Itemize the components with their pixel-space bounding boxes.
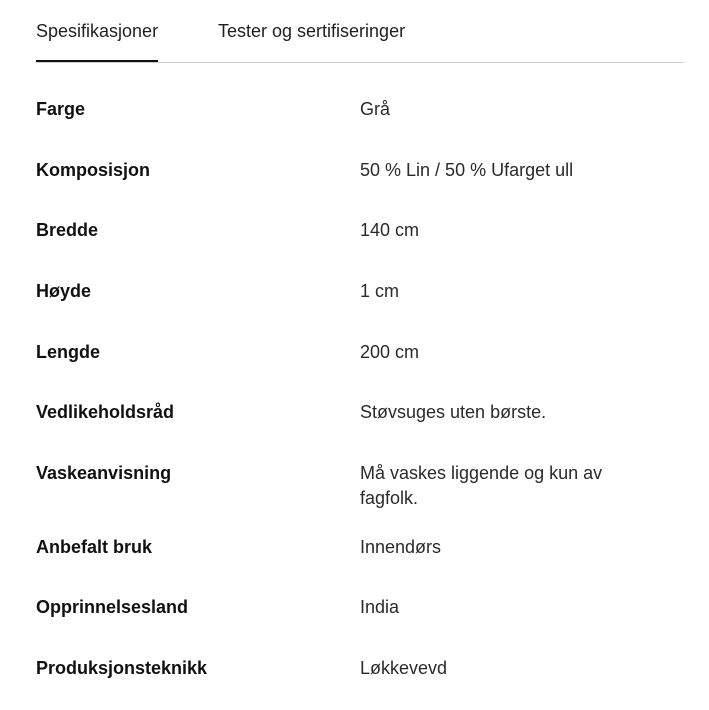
tab-bar: [36, 0, 684, 63]
spec-label: Lengde: [36, 342, 101, 362]
spec-value: Støvsuges uten børste.: [360, 402, 547, 422]
spec-label: Farge: [36, 99, 86, 119]
tab-tests-and-certifications[interactable]: Tester og sertifiseringer: [218, 21, 406, 41]
spec-label: Opprinnelsesland: [36, 597, 189, 617]
spec-value: 50 % Lin / 50 % Ufarget ull: [360, 160, 574, 180]
spec-value: 200 cm: [360, 342, 420, 362]
spec-label: Vedlikeholdsråd: [36, 402, 175, 422]
spec-value: Må vaskes liggende og kun av fagfolk.: [360, 463, 603, 508]
spec-value: Løkkevevd: [360, 658, 448, 678]
spec-label: Produksjonsteknikk: [36, 658, 208, 678]
tab-specifications[interactable]: Spesifikasjoner: [36, 19, 158, 61]
spec-value: 1 cm: [360, 281, 400, 301]
spec-label: Bredde: [36, 220, 99, 240]
spec-value: India: [360, 597, 400, 617]
spec-label: Anbefalt bruk: [36, 537, 153, 557]
spec-label: Høyde: [36, 281, 92, 301]
spec-value: Innendørs: [360, 537, 442, 557]
spec-label: Vaskeanvisning: [36, 463, 172, 483]
spec-value: 140 cm: [360, 220, 420, 240]
spec-value: Grå: [360, 99, 391, 119]
spec-label: Komposisjon: [36, 160, 151, 180]
